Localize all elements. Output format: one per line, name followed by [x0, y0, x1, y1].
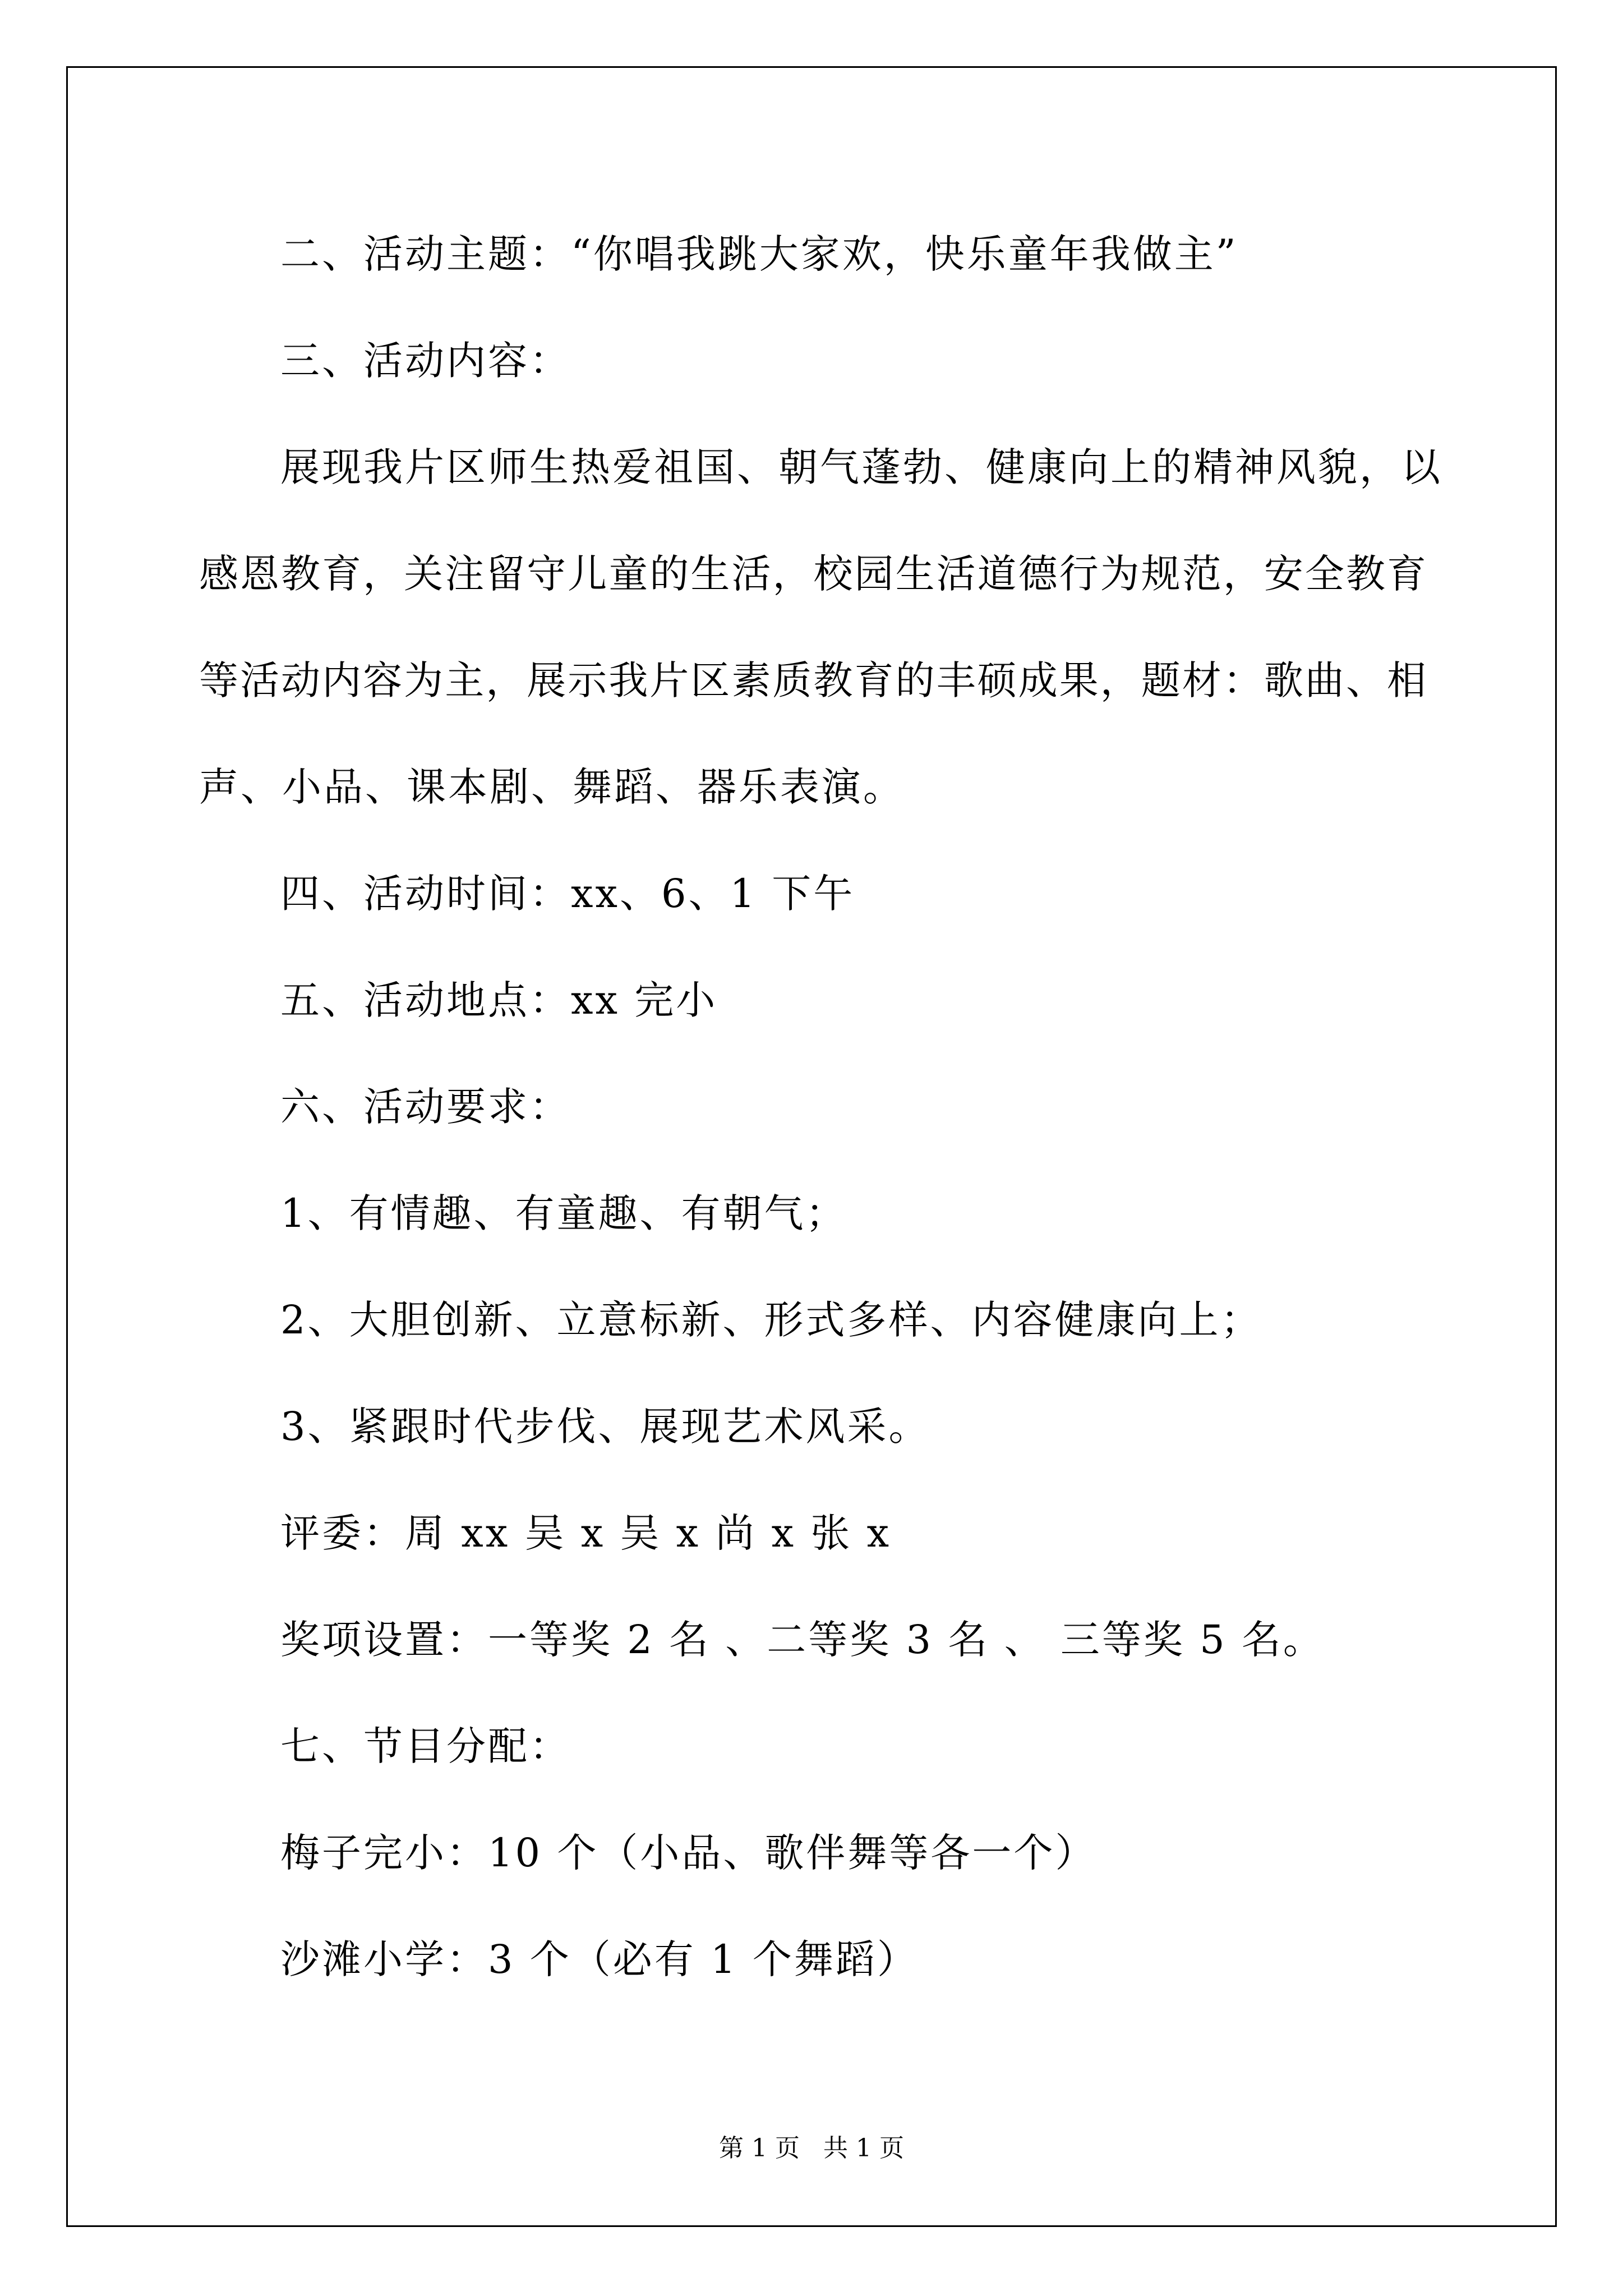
content-paragraph-line-3: 等活动内容为主，展示我片区素质教育的丰硕成果，题材：歌曲、相	[199, 657, 1426, 703]
section-programs-heading: 七、节目分配：	[280, 1723, 571, 1769]
judges-line: 评委：周 xx 吴 x 吴 x 尚 x 张 x	[280, 1510, 892, 1556]
requirement-item-3: 3、紧跟时代步伐、展现艺术风采。	[280, 1404, 930, 1450]
program-allocation-1: 梅子完小：10 个（小品、歌伴舞等各一个）	[280, 1830, 1097, 1876]
awards-line: 奖项设置：一等奖 2 名 、二等奖 3 名 、 三等奖 5 名。	[280, 1617, 1325, 1663]
section-requirements-heading: 六、活动要求：	[280, 1084, 571, 1130]
section-time: 四、活动时间：xx、6、1 下午	[280, 871, 855, 917]
requirement-item-1: 1、有情趣、有童趣、有朝气；	[280, 1190, 847, 1236]
page-footer: 第 1 页 共 1 页	[719, 2134, 904, 2162]
section-theme: 二、活动主题：“你唱我跳大家欢，快乐童年我做主”	[280, 231, 1238, 277]
requirement-item-2: 2、大胆创新、立意标新、形式多样、内容健康向上；	[280, 1297, 1262, 1343]
page-frame	[66, 66, 1557, 2227]
section-content-heading: 三、活动内容：	[280, 338, 571, 384]
content-paragraph-line-2: 感恩教育，关注留守儿童的生活，校园生活道德行为规范，安全教育	[199, 551, 1426, 597]
content-paragraph-line-1: 展现我片区师生热爱祖国、朝气蓬勃、健康向上的精神风貌，以	[280, 444, 1442, 490]
program-allocation-2: 沙滩小学：3 个（必有 1 个舞蹈）	[280, 1936, 919, 1982]
content-paragraph-line-4: 声、小品、课本剧、舞蹈、器乐表演。	[199, 764, 905, 810]
section-location: 五、活动地点：xx 完小	[280, 977, 718, 1023]
